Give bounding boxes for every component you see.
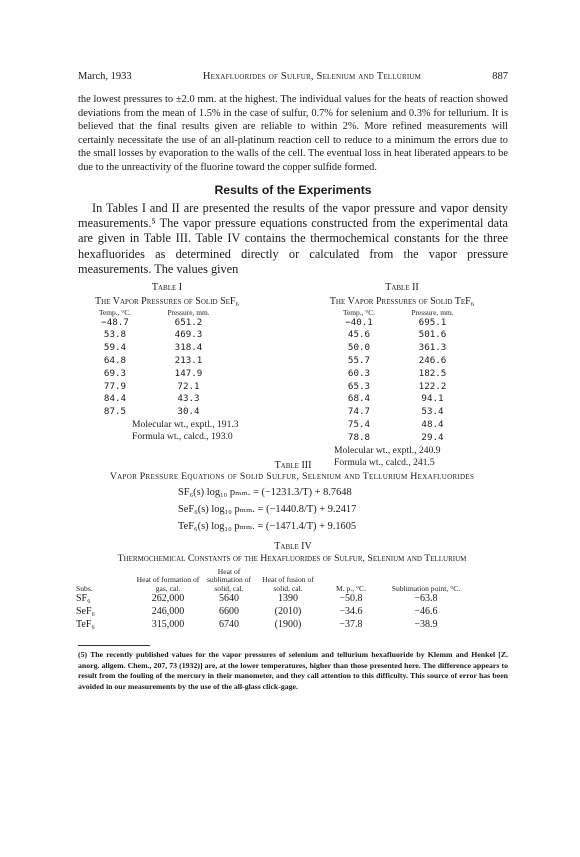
- table-one-temp-cell: 69.3: [103, 367, 127, 379]
- table-two-col-pressure: Pressure, mm.: [411, 307, 454, 317]
- table-one: [62, 282, 272, 444]
- table-three-equations: [78, 486, 508, 533]
- table-two-temp-cell: −40.1: [345, 316, 373, 328]
- table-one-pressure-cell: 213.1: [174, 354, 203, 366]
- table-one-col-pressure: Pressure, mm.: [167, 307, 210, 317]
- table-four-row: [76, 606, 468, 619]
- table-two-temp-cell: 50.0: [347, 342, 371, 354]
- table-two-pressure-cell: 695.1: [418, 316, 447, 328]
- table-one-row: [84, 355, 272, 368]
- table-one-pressure-cell: 30.4: [177, 406, 200, 418]
- table-one-row: [84, 317, 272, 330]
- table-four-row: [76, 619, 468, 632]
- table-one-row: [84, 329, 272, 342]
- table-two-row: [328, 342, 516, 355]
- table-two-row: [328, 355, 516, 368]
- table-one-pressure-cell: 651.2: [174, 316, 203, 328]
- table-one-pressure-cell: 43.3: [177, 393, 200, 405]
- table-four-cell: 5640: [219, 593, 239, 605]
- table-two-row: [328, 432, 516, 445]
- table-one-row: [84, 406, 272, 419]
- table-four-header-cell: Heat of sublimation of solid, cal.: [206, 566, 252, 593]
- table-two-row: [328, 317, 516, 330]
- table-one-temp-cell: 87.5: [103, 406, 127, 418]
- table-two-temp-cell: 45.6: [347, 329, 371, 341]
- table-two-caption: Table II: [385, 281, 419, 293]
- table-two-pressure-cell: 48.4: [421, 418, 444, 430]
- footnote: (5) The recently published values for the vapor pressures of selenium and tellurium hexafluoride by Klemm and Henkel [Z. anorg. allgem. Chem., 207, 73 (1932)] are, at the lower temperatures, higher than those presented here. The difference appears to result from the fouling of the mercury in their manometer, and they call attention to this difficulty. This source of error has been avoided in our measurements by the use of the all-glass click-gage.: [78, 650, 508, 691]
- table-four-cell: 6600: [219, 605, 239, 617]
- table-one-row: [84, 381, 272, 394]
- table-four-body: [76, 593, 468, 631]
- table-four-caption: Table IV: [274, 540, 312, 552]
- table-two-pressure-cell: 501.6: [418, 329, 447, 341]
- table-one-row: [84, 342, 272, 355]
- header-title: Hexafluorides of Sulfur, Selenium and Tellurium: [202, 71, 422, 82]
- paragraph-experimental-error: the lowest pressures to ±2.0 mm. at the highest. The individual values for the heats of reaction showed deviations from the mean of 1.5% in the case of sulfur, 0.7% for selenium and 0.3% for tellurium. It is believed that the final results given are reliable to within 2%. More refined measurements will certainly necessitate the use of an all-platinum reaction cell to reduce to a minimum the errors due to the small losses by evaporation to the walls of the cell. The eventual loss in heat liberated appears to be due to the unreactivity of the fluorine toward the copper sulfide formed.: [78, 94, 508, 173]
- vapor-pressure-equation: TeF₆(s) log₁₀ pₘₘ. = (−1471.4/T) + 9.1605: [178, 520, 357, 532]
- table-one-temp-cell: 77.9: [103, 380, 127, 392]
- table-two-row: [328, 419, 516, 432]
- table-four-cell: 6740: [219, 618, 239, 630]
- table-two-col-temp: Temp., °C.: [343, 307, 375, 317]
- table-two-pressure-cell: 182.5: [418, 367, 447, 379]
- table-one-formula-wt: Formula wt., calcd., 193.0: [132, 431, 233, 443]
- table-four-row: [76, 593, 468, 606]
- table-four-cell: −63.8: [414, 593, 438, 605]
- table-four-cell: (2010): [274, 605, 302, 617]
- table-two-pressure-cell: 122.2: [418, 380, 447, 392]
- table-two-temp-cell: 75.4: [347, 418, 371, 430]
- table-one-mol-wt: Molecular wt., exptl., 191.3: [132, 418, 239, 430]
- table-two-pressure-cell: 94.1: [421, 393, 444, 405]
- table-four-cell: −34.6: [339, 605, 363, 617]
- table-four-cell: TeF₆: [76, 618, 95, 630]
- table-one-rows: [84, 317, 272, 419]
- running-header: [78, 70, 508, 83]
- table-two-temp-cell: 60.3: [347, 367, 371, 379]
- table-four-cell: −50.8: [339, 593, 363, 605]
- table-two-row: [328, 329, 516, 342]
- table-four-cell: SeF₆: [76, 605, 96, 617]
- table-four-header-cell: M. p., °C.: [335, 583, 367, 593]
- table-four-cell: (1900): [274, 618, 302, 630]
- table-two-pressure-cell: 29.4: [421, 431, 444, 443]
- header-date: March, 1933: [78, 71, 132, 82]
- table-one-caption: Table I: [151, 281, 183, 293]
- table-one-pressure-cell: 318.4: [174, 342, 203, 354]
- table-four-header-cell: Subs.: [76, 583, 93, 593]
- table-three-title: Vapor Pressure Equations of Solid Sulfur, Selenium and Tellurium Hexafluorides: [109, 470, 475, 482]
- table-four-cell: −46.6: [414, 605, 438, 617]
- table-two-temp-cell: 65.3: [347, 380, 371, 392]
- table-one-col-temp: Temp., °C.: [99, 307, 131, 317]
- table-one-row: [84, 393, 272, 406]
- table-one-temp-cell: −48.7: [101, 316, 129, 328]
- table-one-title: The Vapor Pressures of Solid SeF₆: [95, 295, 239, 307]
- footnote-rule: [78, 645, 150, 646]
- table-two-row: [328, 406, 516, 419]
- table-four-header-cell: Heat of fusion of solid, cal.: [262, 575, 314, 593]
- table-two-formula-wt: Formula wt., calcd., 241.5: [334, 457, 435, 469]
- table-one-pressure-cell: 469.3: [174, 329, 203, 341]
- table-four-cell: 1390: [278, 593, 298, 605]
- table-two-temp-cell: 74.7: [347, 406, 371, 418]
- vapor-pressure-equation: SF₆(s) log₁₀ pₘₘ. = (−1231.3/T) + 8.7648: [178, 486, 352, 498]
- table-two-temp-cell: 68.4: [347, 393, 371, 405]
- table-four-header-row: [76, 568, 468, 594]
- table-two-pressure-cell: 246.6: [418, 354, 447, 366]
- table-four-header-cell: Sublimation point, °C.: [391, 583, 461, 593]
- table-four-cell: −37.8: [339, 618, 363, 630]
- table-two-pressure-cell: 53.4: [421, 406, 444, 418]
- section-heading: Results of the Experiments: [214, 182, 372, 197]
- table-one-pressure-cell: 147.9: [174, 367, 203, 379]
- page-number: 887: [492, 71, 508, 82]
- table-two: [288, 282, 516, 470]
- table-one-temp-cell: 64.8: [103, 354, 127, 366]
- table-one-row: [84, 368, 272, 381]
- table-two-temp-cell: 78.8: [347, 431, 371, 443]
- journal-page: [78, 70, 508, 693]
- table-one-temp-cell: 84.4: [103, 393, 127, 405]
- table-four-header-cell: Heat of formation of gas, cal.: [136, 575, 200, 593]
- table-four-cell: 262,000: [151, 593, 185, 605]
- table-four-title: Thermochemical Constants of the Hexafluorides of Sulfur, Selenium and Tellurium: [117, 552, 467, 564]
- table-two-mol-wt: Molecular wt., exptl., 240.9: [334, 444, 441, 456]
- table-two-row: [328, 393, 516, 406]
- table-three-caption: Table III: [274, 459, 312, 471]
- paragraph-results-intro: In Tables I and II are presented the results of the vapor pressure and vapor density measurements.⁵ The vapor pressure equations constructed from the experimental data are given in Table III. Table IV contains the thermochemical constants for the three hexafluorides as determined directly or calculated from the vapor pressure measurements. The values given: [78, 200, 508, 277]
- table-four-cell: 315,000: [151, 618, 185, 630]
- table-four: [76, 568, 468, 632]
- table-two-pressure-cell: 361.3: [418, 342, 447, 354]
- table-two-row: [328, 381, 516, 394]
- table-one-temp-cell: 59.4: [103, 342, 127, 354]
- vapor-pressure-equation: SeF₆(s) log₁₀ pₘₘ. = (−1440.8/T) + 9.2417: [178, 503, 357, 515]
- table-two-title: The Vapor Pressures of Solid TeF₆: [329, 295, 475, 307]
- table-four-cell: −38.9: [414, 618, 438, 630]
- table-two-temp-cell: 55.7: [347, 354, 371, 366]
- table-one-temp-cell: 53.8: [103, 329, 127, 341]
- table-two-rows: [328, 317, 516, 445]
- table-two-row: [328, 368, 516, 381]
- table-four-cell: 246,000: [151, 605, 185, 617]
- table-four-cell: SF₆: [76, 593, 91, 605]
- table-one-pressure-cell: 72.1: [177, 380, 200, 392]
